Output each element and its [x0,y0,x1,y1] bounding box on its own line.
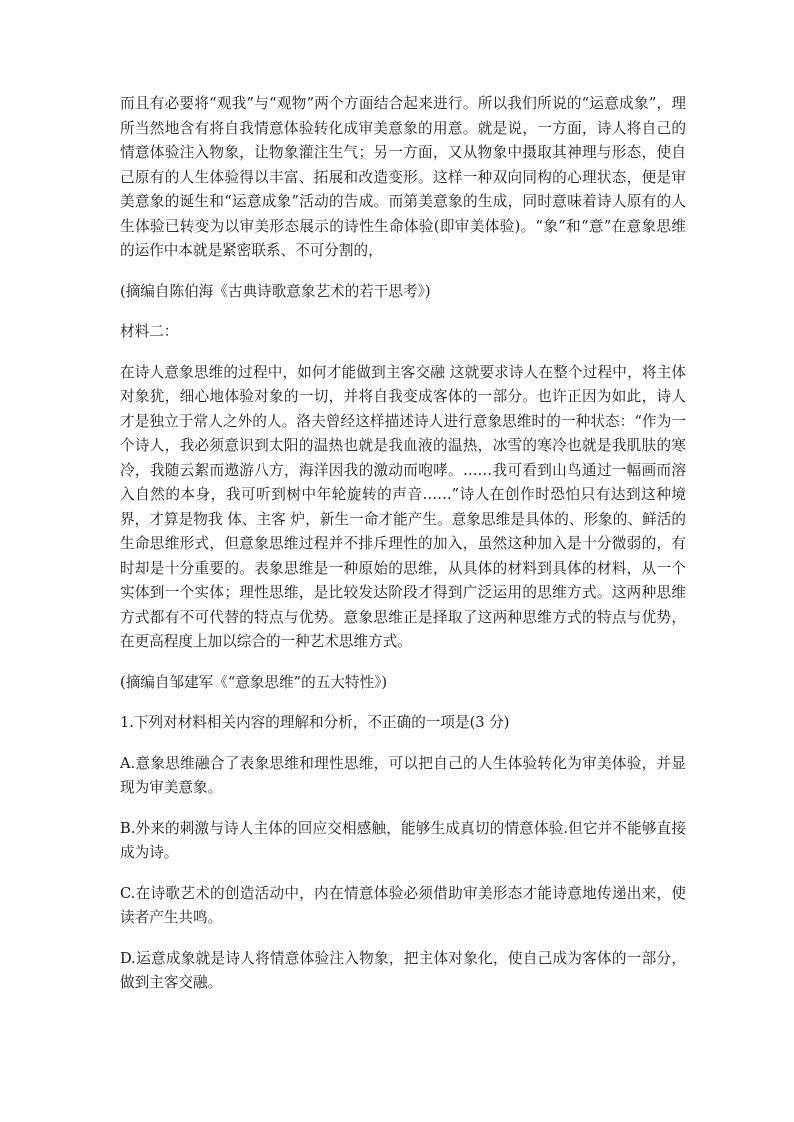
option-c: C.在诗歌艺术的创造活动中，内在情意体验必须借助审美形态才能诗意地传递出来，使读者产生共鸣。 [120,884,686,926]
document-page [120,92,686,996]
source-citation-one: (摘编自陈伯海《古典诗歌意象艺术的若干思考》) [120,282,431,300]
material-two-paragraph: 在诗人意象思维的过程中，如何才能做到主客交融 这就要求诗人在整个过程中，将主体对象犹，细心地体验对象的一切，并将自我变成客体的一部分。也许正因为如此，诗人才是独立于常人之外的人。洛夫曾经这样描述诗人进行意象思维时的一种状态：“作为一个诗人，我必须意识到太阳的温热也就是我血液的温热，冰雪的寒冷也就是我肌肤的寒冷，我随云絮而遨游八方，海洋因我的激动而咆哮。……我可看到山鸟通过一幅画而溶入自然的本身，我可听到树中年轮旋转的声音……”诗人在创作时恐怕只有达到这种境界，才算是物我 体、主客 炉，新生一命才能产生。意象思维是具体的、形象的、鲜活的生命思维形式，但意象思维过程并不排斥理性的加入，虽然这种加入是十分微弱的，有时却是十分重要的。表象思维是一种原始的思维，从具体的材料到具体的材料，从一个实体到一个实体；理性思维，是比较发达阶段才得到广泛运用的思维方式。这两种思维方式都有不可代替的特点与优势。意象思维正是择取了这两种思维方式的特点与优势，在更高程度上加以综合的一种艺术思维方式。 [120,363,686,650]
material-two-heading: 材料二： [120,323,179,340]
source-citation-two: (摘编自邹建军《“意象思维”的五大特性》) [120,673,388,691]
option-b: B.外来的刺激与诗人主体的回应交相感触，能够生成真切的情意体验.但它并不能够直接成为诗。 [120,819,686,861]
material-one-paragraph: 而且有必要将“观我”与“观物”两个方面结合起来进行。所以我们所说的“运意成象”，理所当然地含有将自我情意体验转化成审美意象的用意。就是说，一方面，诗人将自己的情意体验注入物象，让物象灌注生气；另一方面，又从物象中摄取其神理与形态，使自己原有的人生体验得以丰富、拓展和改造变形。这样一种双向同构的心理状态，便是审美意象的诞生和“运意成象”活动的告成。而第美意象的生成，同时意味着诗人原有的人生体验已转变为以审美形态展示的诗性生命体验(即审美体验)。“象”和“意”在意象思维的运作中本就是紧密联系、不可分割的， [120,95,686,259]
option-a: A.意象思维融合了表象思维和理性思维，可以把自己的人生体验转化为审美体验，并显现为审美意象。 [120,754,686,796]
question-stem: 1.下列对材料相关内容的理解和分析，不正确的一项是(3 分) [120,714,510,731]
option-d: D.运意成象就是诗人将情意体验注入物象，把主体对象化，使自己成为客体的一部分，做到主客交融。 [120,949,686,991]
